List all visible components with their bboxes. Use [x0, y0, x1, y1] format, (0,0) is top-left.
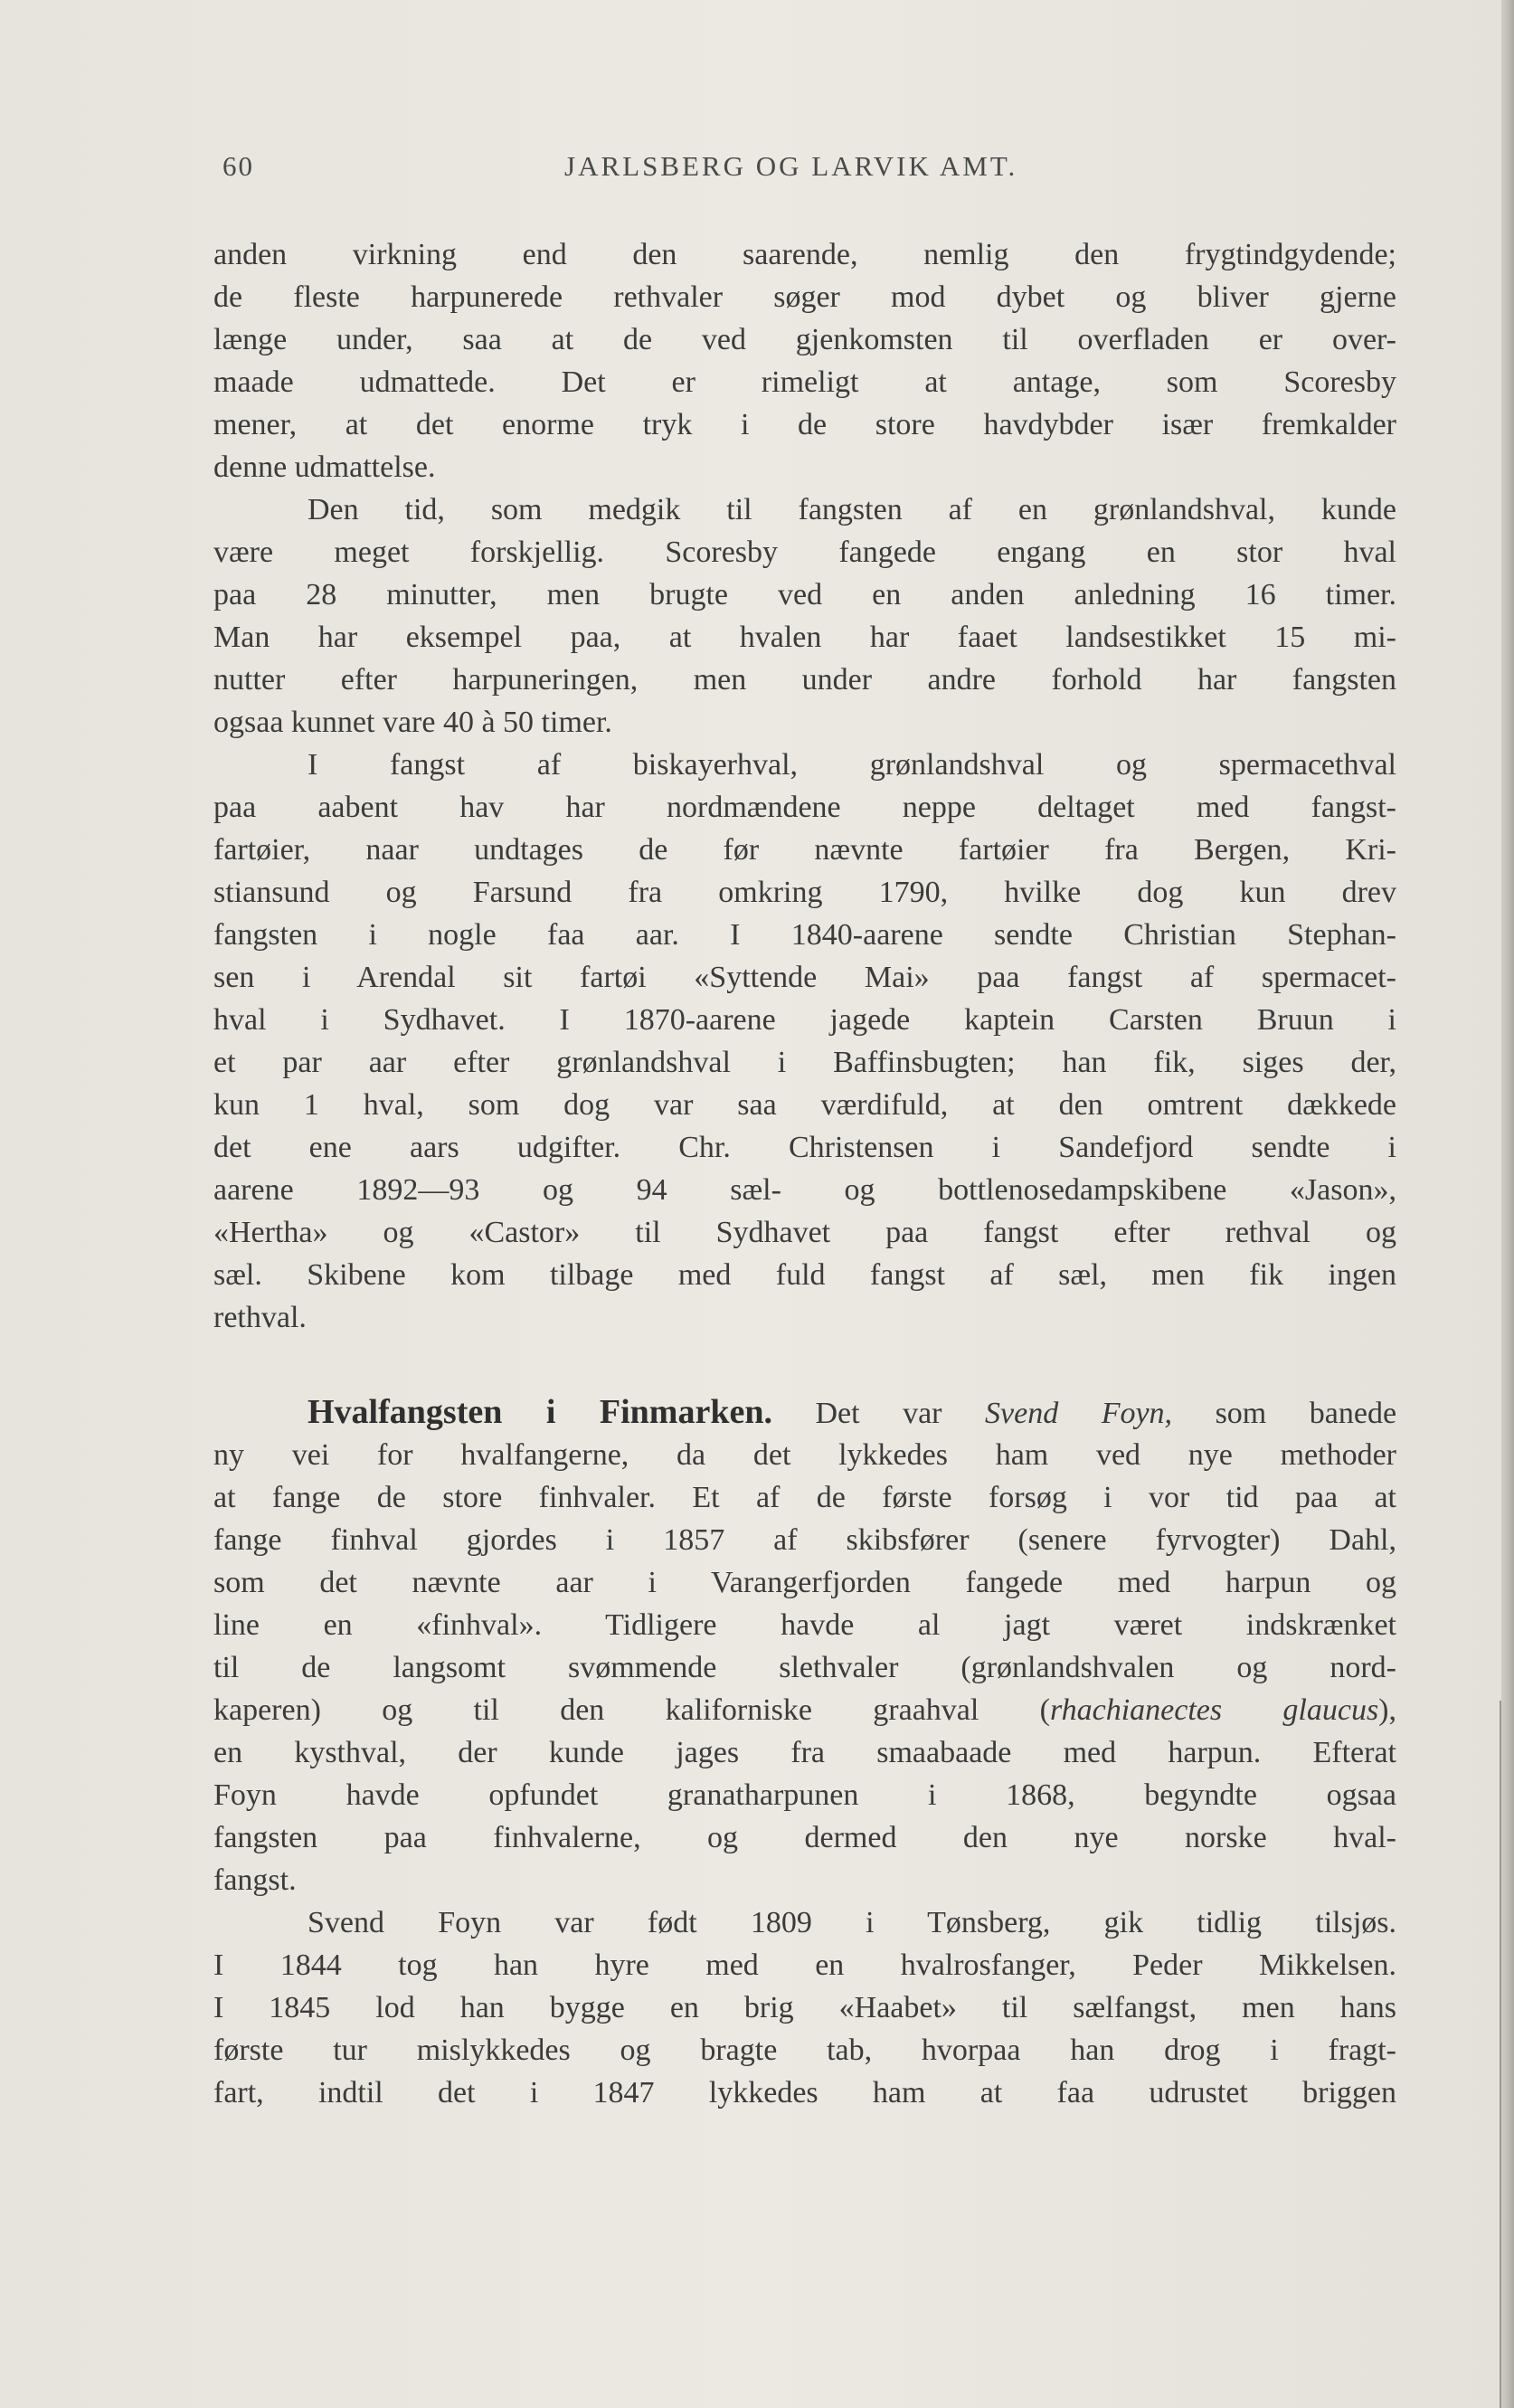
text-line: til de langsomt svømmende slethvaler (grønlandshvalen og nord-	[213, 1651, 1396, 1684]
text-line: fangst.	[213, 1863, 297, 1897]
text-run: ),	[1378, 1693, 1396, 1727]
text-line: paa 28 minutter, men brugte ved en anden anledning 16 timer.	[213, 578, 1396, 611]
text-line: I 1845 lod han bygge en brig «Haabet» til sælfangst, men hans	[213, 1991, 1396, 2024]
text-line: Foyn havde opfundet granatharpunen i 1868, begyndte ogsaa	[213, 1778, 1396, 1812]
text-line: line en «finhval». Tidligere havde al jagt været indskrænket	[213, 1608, 1396, 1642]
text-line: kun 1 hval, som dog var saa værdifuld, at den omtrent dækkede	[213, 1088, 1396, 1122]
text-run: som banede	[1215, 1397, 1397, 1430]
text-line: fartøier, naar undtages de før nævnte fartøier fra Bergen, Kri-	[213, 833, 1396, 867]
latin-name: rhachianectes glaucus	[1049, 1693, 1379, 1727]
text-line: et par aar efter grønlandshval i Baffinsbugten; han fik, siges der,	[213, 1046, 1396, 1079]
text-line: at fange de store finhvaler. Et af de første forsøg i vor tid paa at	[213, 1481, 1396, 1514]
text-line: I 1844 tog han hyre med en hvalrosfanger, Peder Mikkelsen.	[213, 1948, 1396, 1982]
text-line: fart, indtil det i 1847 lykkedes ham at faa udrustet briggen	[213, 2076, 1396, 2109]
text-line: sen i Arendal sit fartøi «Syttende Mai» paa fangst af spermacet-	[213, 961, 1396, 994]
page-edge-shadow	[1500, 1701, 1501, 2408]
text-line: aarene 1892—93 og 94 sæl- og bottlenosedampskibene «Jason»,	[213, 1173, 1396, 1207]
running-head: JARLSBERG OG LARVIK AMT.	[564, 150, 1018, 182]
text-line: nutter efter harpuneringen, men under andre forhold har fangsten	[213, 663, 1396, 697]
text-line: denne udmattelse.	[213, 450, 436, 484]
text-line: Svend Foyn var født 1809 i Tønsberg, gik tidlig tilsjøs.	[308, 1906, 1396, 1939]
text-line: være meget forskjellig. Scoresby fangede engang en stor hval	[213, 536, 1396, 569]
text-line: som det nævnte aar i Varangerfjorden fangede med harpun og	[213, 1566, 1396, 1599]
text-line: en kysthval, der kunde jages fra smaabaade med harpun. Efterat	[213, 1736, 1396, 1769]
text-line: rethval.	[213, 1301, 307, 1334]
text-line: fangsten paa finhvalerne, og dermed den nye norske hval-	[213, 1821, 1396, 1854]
text-line: fange finhval gjordes i 1857 af skibsfører (senere fyrvogter) Dahl,	[213, 1523, 1396, 1557]
text-line: første tur mislykkedes og bragte tab, hvorpaa han drog i fragt-	[213, 2034, 1396, 2067]
body-text	[213, 233, 1396, 2114]
text-line: Den tid, som medgik til fangsten af en grønlandshval, kunde	[308, 493, 1396, 526]
section-heading: Hvalfangsten i Finmarken.	[308, 1393, 772, 1431]
text-line: maade udmattede. Det er rimeligt at antage, som Scoresby	[213, 365, 1396, 399]
section-gap	[213, 1339, 1396, 1391]
text-line: stiansund og Farsund fra omkring 1790, hvilke dog kun drev	[213, 876, 1396, 909]
text-line: hval i Sydhavet. I 1870-aarene jagede kaptein Carsten Bruun i	[213, 1003, 1396, 1037]
text-line: fangsten i nogle faa aar. I 1840-aarene sendte Christian Stephan-	[213, 918, 1396, 952]
page-header	[222, 150, 1398, 190]
text-line: paa aabent hav har nordmændene neppe deltaget med fangst-	[213, 791, 1396, 824]
species-line	[213, 1689, 1396, 1731]
person-name: Svend Foyn,	[985, 1397, 1173, 1430]
text-line: anden virkning end den saarende, nemlig den frygtindgydende;	[213, 238, 1396, 271]
text-line: Man har eksempel paa, at hvalen har faaet landsestikket 15 mi-	[213, 621, 1396, 654]
text-line: «Hertha» og «Castor» til Sydhavet paa fangst efter rethval og	[213, 1216, 1396, 1249]
text-line: sæl. Skibene kom tilbage med fuld fangst af sæl, men fik ingen	[213, 1258, 1396, 1292]
page-edge	[1501, 0, 1514, 2408]
page-number: 60	[222, 150, 254, 182]
text-line: længe under, saa at de ved gjenkomsten til overfladen er over-	[213, 323, 1396, 356]
text-run: Det var	[815, 1397, 942, 1430]
section-first-line	[213, 1391, 1396, 1434]
text-run: kaperen) og til den kaliforniske graahval (	[213, 1693, 1050, 1727]
text-line: ny vei for hvalfangerne, da det lykkedes ham ved nye methoder	[213, 1438, 1396, 1472]
text-line: mener, at det enorme tryk i de store havdybder især fremkalder	[213, 408, 1396, 441]
text-line: ogsaa kunnet vare 40 à 50 timer.	[213, 706, 612, 739]
text-line: I fangst af biskayerhval, grønlandshval og spermacethval	[308, 748, 1396, 782]
text-line: de fleste harpunerede rethvaler søger mod dybet og bliver gjerne	[213, 280, 1396, 314]
text-line: det ene aars udgifter. Chr. Christensen i Sandefjord sendte i	[213, 1131, 1396, 1164]
